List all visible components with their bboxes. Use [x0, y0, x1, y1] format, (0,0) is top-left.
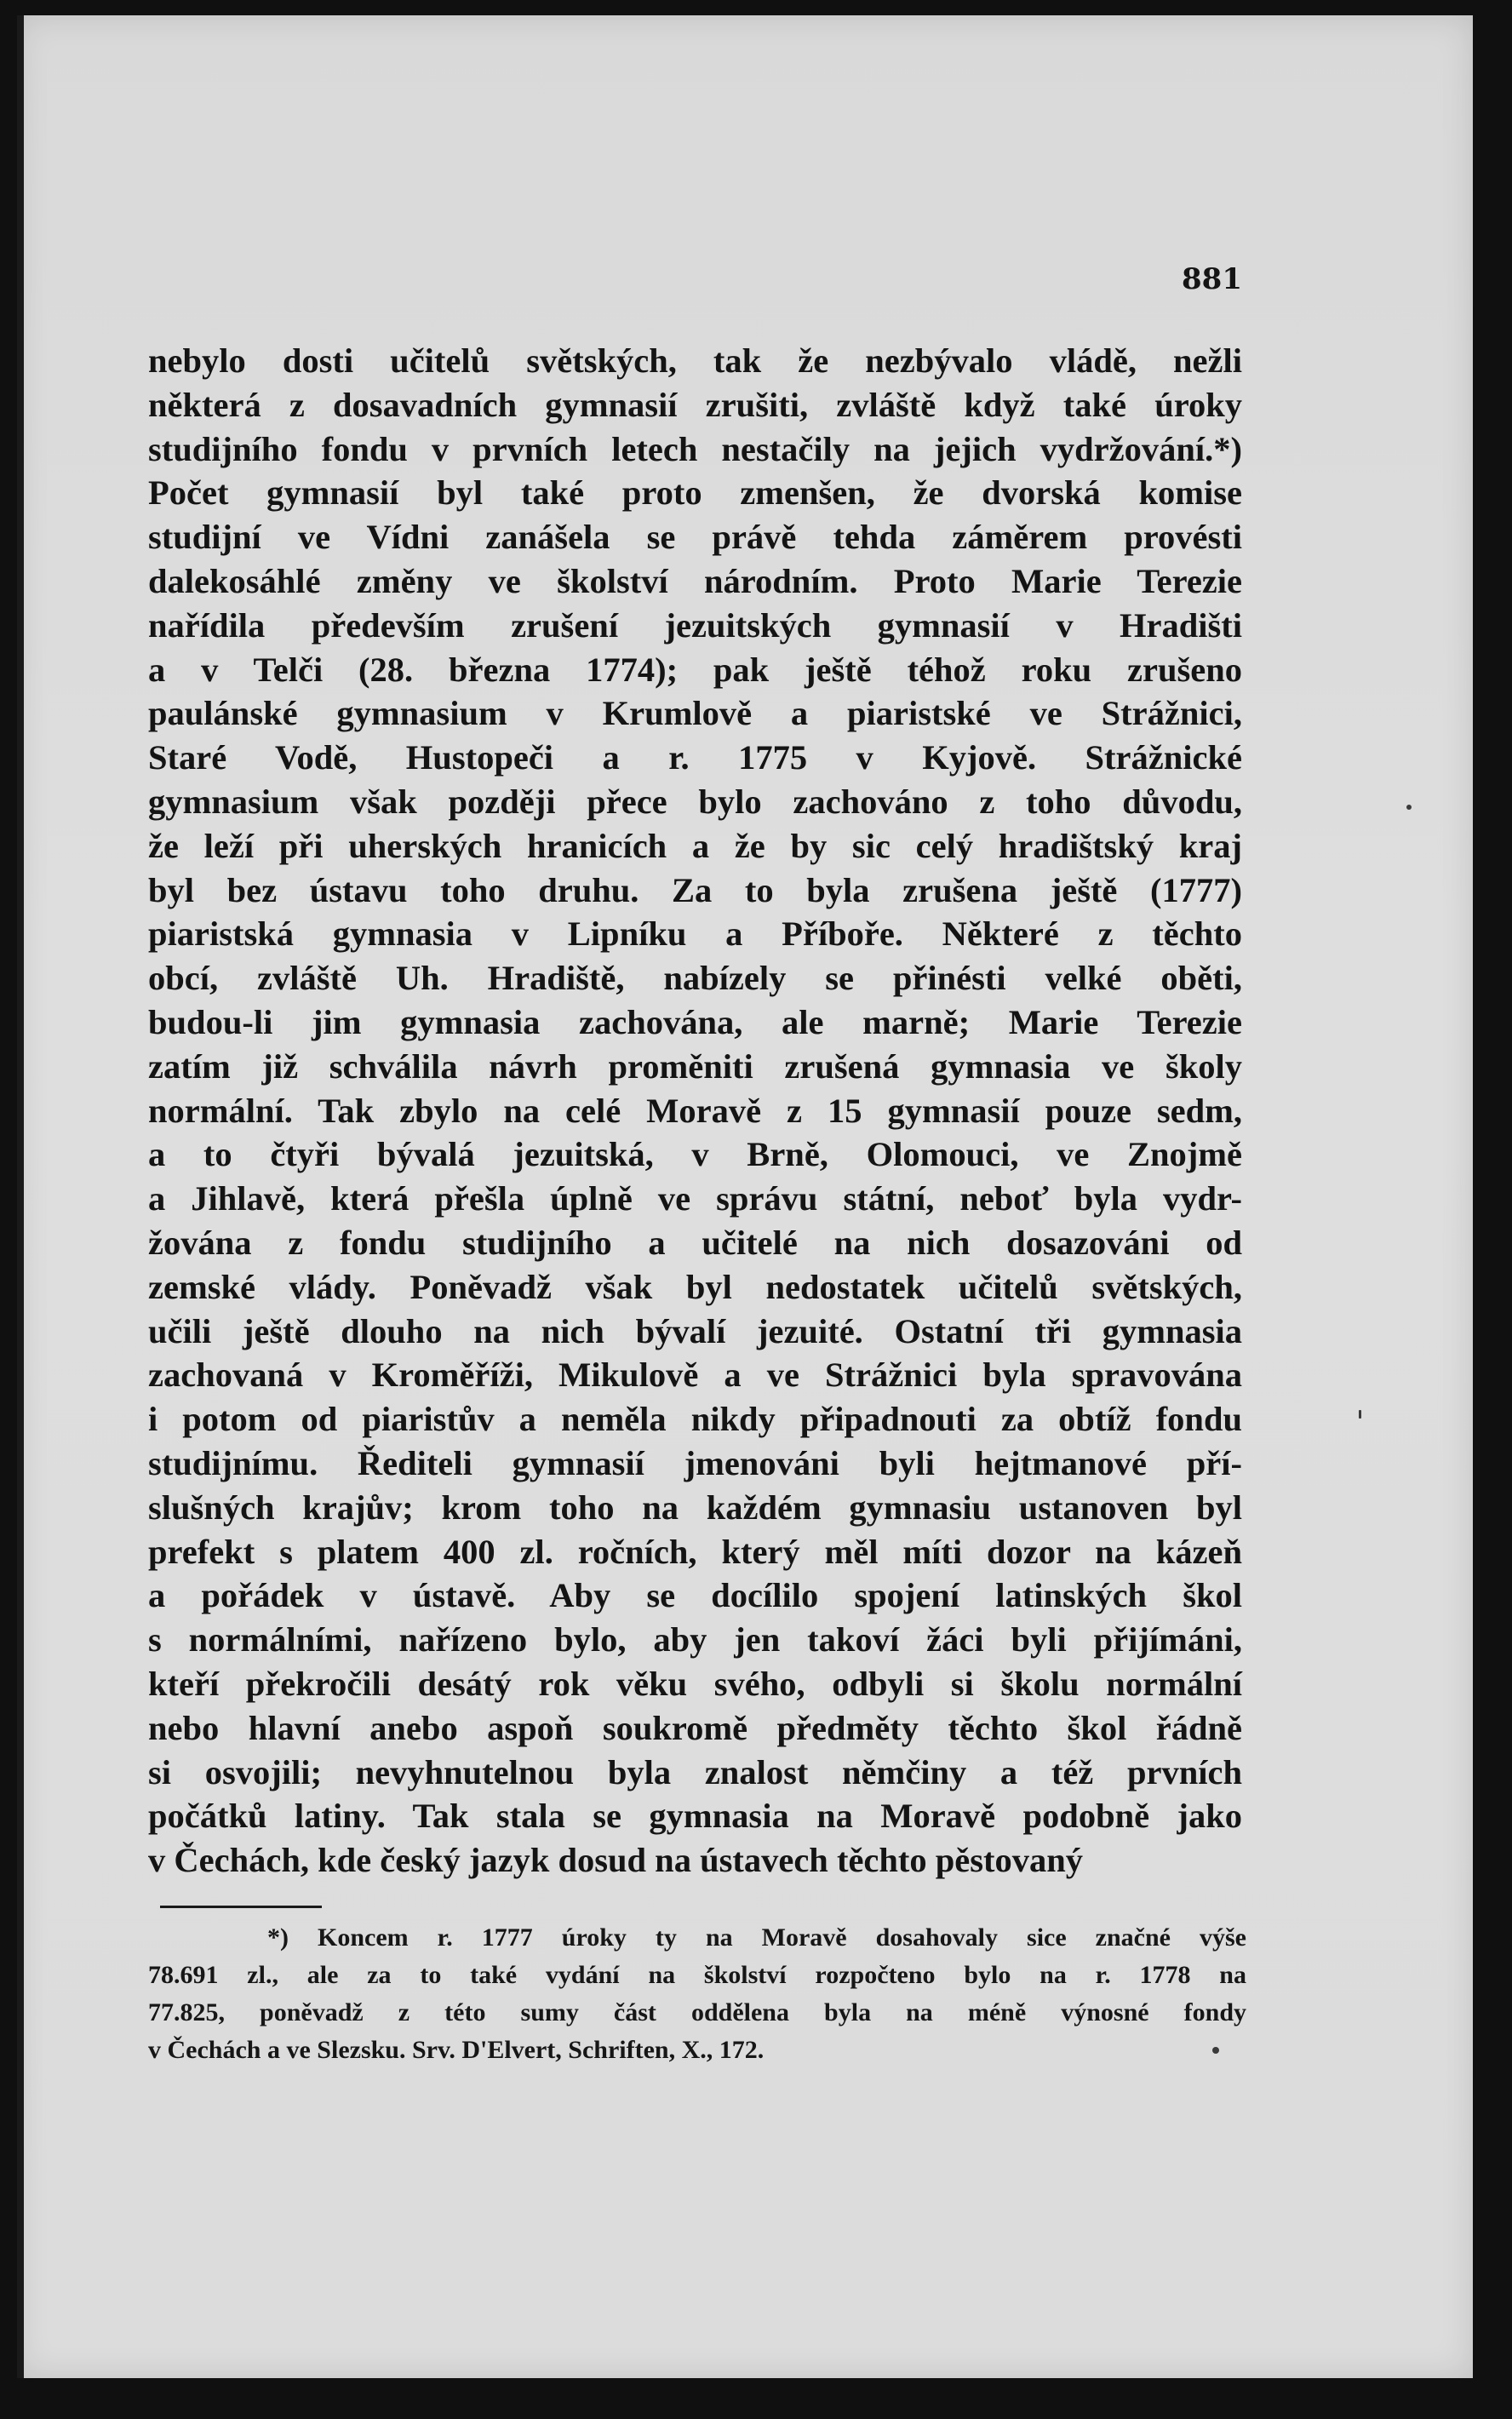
text-line: byl bez ústavu toho druhu. Za to byla zrušena ještě (1777) — [148, 870, 1242, 909]
text-line: nebylo dosti učitelů světských, tak že nezbývalo vládě, nežli — [148, 341, 1242, 380]
text-line: piaristská gymnasia v Lipníku a Příboře. Některé z těchto — [148, 914, 1242, 954]
footnote-line: v Čechách a ve Slezsku. Srv. D'Elvert, Schriften, X., 172. — [148, 2036, 765, 2064]
text-line: v Čechách, kde český jazyk dosud na ústavech těchto pěstovaný — [148, 1841, 1084, 1880]
text-line: si osvojili; nevyhnutelnou byla znalost němčiny a též prvních — [148, 1752, 1242, 1791]
text-line: a to čtyři bývalá jezuitská, v Brně, Olomouci, ve Znojmě — [148, 1135, 1242, 1174]
text-line: nebo hlavní anebo aspoň soukromě předměty těchto škol řádně — [148, 1708, 1242, 1747]
text-line: studijní ve Vídni zanášela se právě tehda záměrem provésti — [148, 518, 1242, 557]
text-line: budou-li jim gymnasia zachována, ale marně; Marie Terezie — [148, 1002, 1242, 1041]
text-line: a pořádek v ústavě. Aby se docílilo spojení latinských škol — [148, 1576, 1242, 1615]
scan-speck — [1359, 1410, 1361, 1419]
page-number: 881 — [1182, 262, 1242, 296]
text-line: gymnasium však později přece bylo zachováno z toho důvodu, — [148, 782, 1242, 821]
text-line: kteří překročili desátý rok věku svého, odbyli si školu normální — [148, 1664, 1242, 1703]
text-line: paulánské gymnasium v Krumlově a piaristské ve Strážnici, — [148, 694, 1242, 733]
footnote-line: 77.825, poněvadž z této sumy část oddělena byla na méně výnosné fondy — [148, 1998, 1246, 2026]
body-text — [148, 339, 1242, 1883]
footnote-line: *) Koncem r. 1777 úroky ty na Moravě dosahovaly sice značné výše — [267, 1923, 1246, 1952]
text-line: počátků latiny. Tak stala se gymnasia na Moravě podobně jako — [148, 1797, 1242, 1836]
text-line: učili ještě dlouho na nich bývalí jezuité. Ostatní tři gymnasia — [148, 1311, 1242, 1350]
text-line: prefekt s platem 400 zl. ročních, který měl míti dozor na kázeň — [148, 1532, 1242, 1571]
text-line: studijního fondu v prvních letech nestačily na jejich vydržování.*) — [148, 429, 1242, 468]
text-line: zatím již schválila návrh proměniti zrušená gymnasia ve školy — [148, 1046, 1242, 1086]
text-line: dalekosáhlé změny ve školství národním. Proto Marie Terezie — [148, 561, 1242, 600]
text-line: a v Telči (28. března 1774); pak ještě téhož roku zrušeno — [148, 650, 1242, 689]
text-line: a Jihlavě, která přešla úplně ve správu státní, neboť byla vydr- — [148, 1179, 1242, 1218]
text-line: obcí, zvláště Uh. Hradiště, nabízely se přinésti velké oběti, — [148, 959, 1242, 998]
binding-edge — [17, 15, 24, 2378]
text-line: s normálními, nařízeno bylo, aby jen takoví žáci byli přijímáni, — [148, 1620, 1242, 1659]
text-line: žována z fondu studijního a učitelé na nich dosazováni od — [148, 1223, 1242, 1262]
text-line: i potom od piaristův a neměla nikdy připadnouti za obtíž fondu — [148, 1400, 1242, 1439]
scan-speck — [1406, 805, 1412, 810]
text-line: studijnímu. Řediteli gymnasií jmenováni byli hejtmanové pří- — [148, 1443, 1242, 1482]
text-line: Staré Vodě, Hustopeči a r. 1775 v Kyjově. Strážnické — [148, 738, 1242, 777]
footnote-separator — [160, 1906, 322, 1908]
text-line: slušných krajův; krom toho na každém gymnasiu ustanoven byl — [148, 1488, 1242, 1527]
scan-speck — [1212, 2047, 1219, 2054]
text-line: nařídila především zrušení jezuitských gymnasií v Hradišti — [148, 605, 1242, 645]
text-line: zemské vlády. Poněvadž však byl nedostatek učitelů světských, — [148, 1267, 1242, 1306]
text-line: některá z dosavadních gymnasií zrušiti, zvláště když také úroky — [148, 385, 1242, 424]
text-line: Počet gymnasií byl také proto zmenšen, že dvorská komise — [148, 473, 1242, 513]
footnote-line: 78.691 zl., ale za to také vydání na školství rozpočteno bylo na r. 1778 na — [148, 1961, 1246, 1989]
text-line: že leží při uherských hranicích a že by sic celý hradištský kraj — [148, 826, 1242, 865]
text-line: zachovaná v Kroměříži, Mikulově a ve Strážnici byla spravována — [148, 1356, 1242, 1395]
text-line: normální. Tak zbylo na celé Moravě z 15 gymnasií pouze sedm, — [148, 1091, 1242, 1130]
footnote — [148, 1919, 1246, 2069]
